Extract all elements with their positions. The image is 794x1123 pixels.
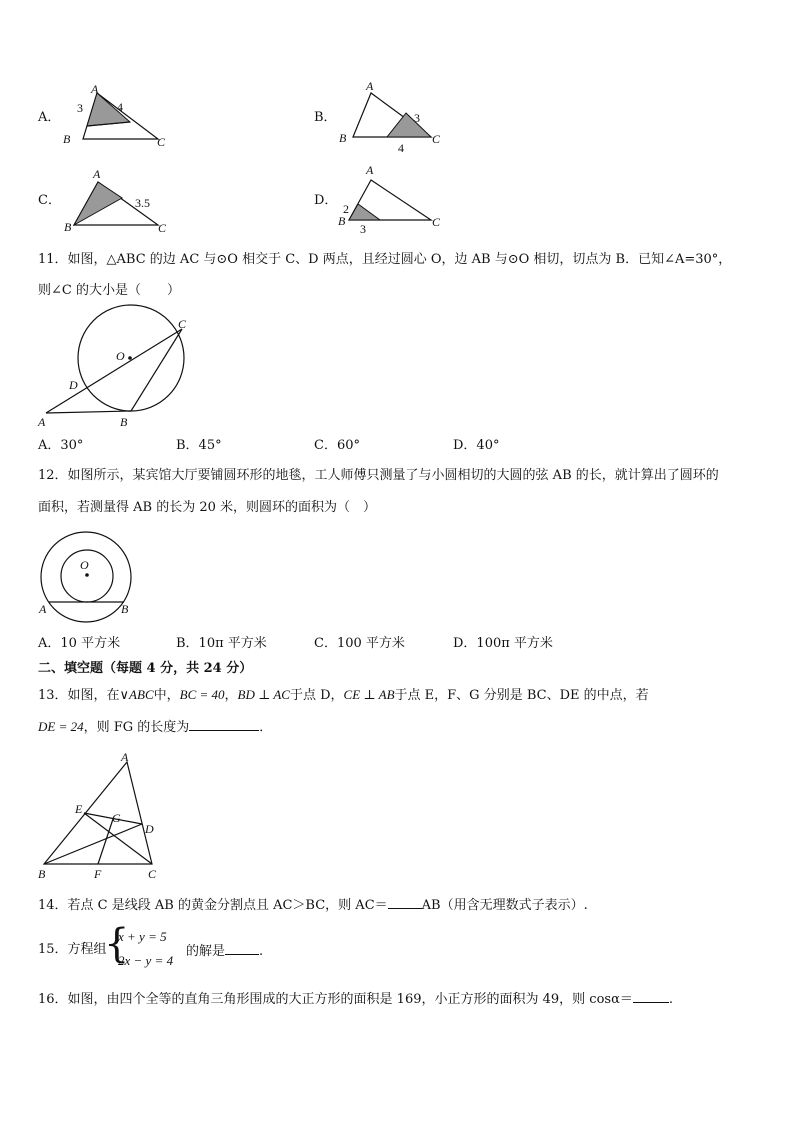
q11-text-line2: 则∠C 的大小是（ ） <box>38 283 180 298</box>
q13-point-e: E <box>75 802 83 816</box>
fig-a-vertex-a: A <box>91 82 99 96</box>
option-b-figure <box>335 80 455 155</box>
q11-option-c[interactable]: C．60° <box>314 438 360 453</box>
q12-point-b: B <box>121 602 129 616</box>
q15-part3: . <box>259 944 264 959</box>
q11-point-c: C <box>178 317 187 331</box>
option-d-label: D． <box>314 193 338 208</box>
fig-b-vertex-a: A <box>366 79 374 93</box>
q12-text-line1: 12．如图所示，某宾馆大厅要铺圆环形的地毯，工人师傅只测量了与小圆相切的大圆的弦 AB 的长，就计算出了圆环的 <box>38 468 719 483</box>
q12-text-line2: 面积，若测量得 AB 的长为 20 米，则圆环的面积为（ ） <box>38 500 377 515</box>
q13-point-g: G <box>112 811 121 825</box>
q12-point-a: A <box>39 602 47 616</box>
fig-a-vertex-b: B <box>63 132 71 146</box>
q15-suffix <box>186 942 263 960</box>
option-a-figure <box>60 82 180 152</box>
fig-d-vertex-a: A <box>366 163 374 177</box>
q16-part1: 16．如图，由四个全等的直角三角形围成的大正方形的面积是 169，小正方形的面积为 49，则 cosα＝ <box>38 992 633 1007</box>
q13-part7: ． <box>259 720 273 735</box>
q11-point-o: O <box>116 349 125 363</box>
q13-text-line1 <box>38 687 649 704</box>
q14-answer-blank[interactable] <box>388 896 422 909</box>
q12-option-d[interactable]: D．100π 平方米 <box>453 636 553 651</box>
q15-brace: { <box>104 921 130 967</box>
fig-b-num-3: 3 <box>414 111 420 125</box>
q14-part1: 14．若点 C 是线段 AB 的黄金分割点且 AC＞BC，则 AC＝ <box>38 898 388 913</box>
q15-equation-2: 2x − y = 4 <box>118 953 174 968</box>
option-c-figure <box>60 165 180 240</box>
q15-answer-blank[interactable] <box>225 942 259 955</box>
q13-ce-perp: CE ⊥ AB <box>343 687 395 702</box>
q14-part2: AB（用含无理数式子表示）. <box>421 898 588 913</box>
option-d-figure <box>335 163 455 241</box>
q11-option-a[interactable]: A．30° <box>38 438 84 453</box>
q11-point-b: B <box>120 415 128 429</box>
q12-point-o: O <box>80 558 89 572</box>
fig-c-num-35: 3.5 <box>135 196 150 210</box>
q13-point-d: D <box>145 822 154 836</box>
fig-d-vertex-c: C <box>432 215 441 229</box>
q11-circle-figure <box>35 312 200 432</box>
fig-c-vertex-b: B <box>64 220 72 234</box>
q13-part5: 于点 E，F、G 分别是 BC、DE 的中点，若 <box>394 688 649 703</box>
q11-option-b[interactable]: B．45° <box>176 438 222 453</box>
q12-option-b[interactable]: B．10π 平方米 <box>176 636 267 651</box>
q15-part2: 的解是 <box>186 944 226 959</box>
fig-b-vertex-c: C <box>432 132 441 146</box>
q13-triangle-figure <box>35 748 170 883</box>
q13-part2: 中， <box>153 688 180 703</box>
q13-part4: 于点 D， <box>289 688 344 703</box>
q13-text-line2 <box>38 718 272 736</box>
fig-c-vertex-c: C <box>158 221 167 235</box>
q12-annulus-figure <box>35 527 145 622</box>
option-b-label: B． <box>314 110 337 125</box>
q13-bd-perp: BD ⊥ AC <box>237 687 290 702</box>
q13-de-eq: DE = 24 <box>38 719 84 734</box>
q13-point-a: A <box>121 750 129 764</box>
fig-d-num-3: 3 <box>360 222 366 236</box>
fig-a-num-4: 4 <box>117 100 123 114</box>
q15-equation-1: x + y = 5 <box>118 929 167 944</box>
fig-b-vertex-b: B <box>339 131 347 145</box>
fig-d-vertex-b: B <box>338 214 346 228</box>
q13-point-f: F <box>94 867 102 881</box>
q11-point-a: A <box>38 415 46 429</box>
q15-prefix: 15．方程组 <box>38 942 107 957</box>
q14-text <box>38 896 588 914</box>
q11-text-line1: 11．如图，△ABC 的边 AC 与⊙O 相交于 C、D 两点，且经过圆心 O，边 AB 与⊙O 相切，切点为 B．已知∠A=30°， <box>38 252 732 267</box>
q11-point-d: D <box>69 378 78 392</box>
fig-c-vertex-a: A <box>93 167 101 181</box>
q11-option-d[interactable]: D．40° <box>453 438 500 453</box>
q13-part1: 13．如图，在 <box>38 688 120 703</box>
q13-part3: ， <box>224 688 238 703</box>
q12-option-a[interactable]: A．10 平方米 <box>38 636 121 651</box>
q16-text <box>38 990 673 1008</box>
option-c-label: C． <box>38 193 61 208</box>
q13-bc-eq: BC = 40 <box>179 687 225 702</box>
q16-part2: . <box>668 992 673 1007</box>
fig-a-num-3: 3 <box>77 101 83 115</box>
fig-b-num-4: 4 <box>398 141 404 155</box>
q13-point-b: B <box>38 867 46 881</box>
fig-d-num-2: 2 <box>343 202 349 216</box>
option-a-label: A． <box>38 110 61 125</box>
q13-triangle: ∨ABC <box>119 687 154 702</box>
q12-option-c[interactable]: C．100 平方米 <box>314 636 405 651</box>
q13-part6: ，则 FG 的长度为 <box>83 720 190 735</box>
q13-point-c: C <box>148 867 157 881</box>
q16-answer-blank[interactable] <box>633 990 669 1003</box>
section-heading-fill-blank: 二、填空题（每题 4 分，共 24 分） <box>38 661 253 676</box>
fig-a-vertex-c: C <box>157 135 166 149</box>
q13-answer-blank[interactable] <box>189 718 259 731</box>
